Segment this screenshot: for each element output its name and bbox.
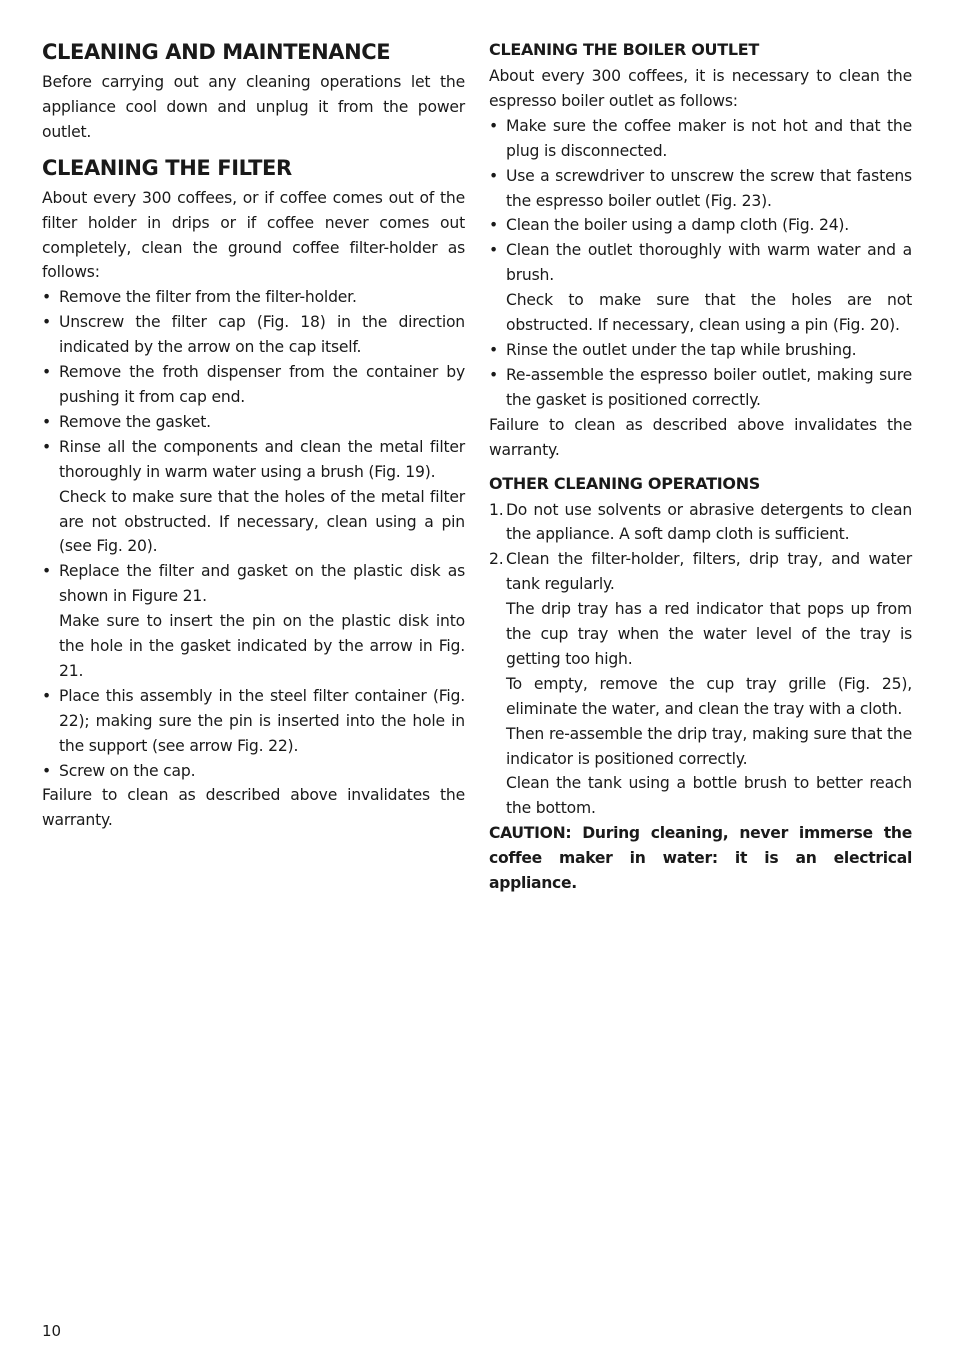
bullet-marker: •	[489, 365, 498, 384]
heading-cleaning-filter: CLEANING THE FILTER	[42, 155, 292, 180]
list-item: • Screw on the cap.	[42, 759, 465, 784]
bullet-marker: •	[42, 363, 51, 382]
bullet-marker: •	[42, 761, 51, 780]
list-item: • Remove the gasket.	[42, 410, 465, 435]
list-item-note: Make sure to insert the pin on the plastic disk into the hole in the gasket indicated by the arrow in Fig. 21.	[59, 612, 465, 680]
list-item: • Re-assemble the espresso boiler outlet, making sure the gasket is positioned correctly.	[489, 363, 912, 413]
list-item-note: Check to make sure that the holes of the metal filter are not obstructed. If necessary, clean using a pin (see Fig. 20).	[59, 487, 465, 556]
heading-cleaning-boiler-outlet: CLEANING THE BOILER OUTLET	[489, 40, 760, 59]
right-column	[489, 38, 912, 896]
bullet-marker: •	[489, 340, 498, 359]
bullet-marker: •	[42, 313, 51, 332]
list-item: 2. Clean the filter-holder, filters, drip tray, and water tank regularly.	[489, 547, 912, 597]
list-item: 1. Do not use solvents or abrasive detergents to clean the appliance. A soft damp cloth is sufficient.	[489, 498, 912, 548]
warranty-note: Failure to clean as described above invalidates the warranty.	[489, 415, 912, 459]
bullet-marker: •	[489, 116, 498, 135]
boiler-steps-list	[489, 114, 912, 413]
page-number: 10	[42, 1322, 62, 1340]
list-item: • Use a screwdriver to unscrew the screw that fastens the espresso boiler outlet (Fig. 23).	[489, 164, 912, 214]
number-marker: 1.	[489, 500, 504, 519]
boiler-intro-paragraph: About every 300 coffees, it is necessary to clean the espresso boiler outlet as follows:	[489, 67, 912, 110]
list-item: • Make sure the coffee maker is not hot and that the plug is disconnected.	[489, 114, 912, 164]
list-item: • Rinse the outlet under the tap while brushing.	[489, 338, 912, 363]
list-item: • Clean the boiler using a damp cloth (Fig. 24).	[489, 213, 912, 238]
list-item: • Remove the filter from the filter-holder.	[42, 285, 465, 310]
list-item: • Replace the filter and gasket on the plastic disk as shown in Figure 21.	[42, 559, 465, 609]
list-item: • Rinse all the components and clean the metal filter thoroughly in warm water using a brush (Fig. 19).	[42, 435, 465, 485]
bullet-marker: •	[42, 412, 51, 431]
list-item-note: Check to make sure that the holes are not obstructed. If necessary, clean using a pin (Fig. 20).	[506, 291, 912, 335]
warranty-note: Failure to clean as described above invalidates the warranty.	[42, 786, 465, 830]
bullet-marker: •	[42, 686, 51, 705]
bullet-marker: •	[489, 166, 498, 185]
list-item-note: The drip tray has a red indicator that pops up from the cup tray when the water level of the tray is getting too high.	[506, 600, 912, 668]
intro-paragraph: Before carrying out any cleaning operations let the appliance cool down and unplug it from the power outlet.	[42, 73, 465, 141]
bullet-marker: •	[42, 437, 51, 456]
list-item-note: Then re-assemble the drip tray, making sure that the indicator is positioned correctly.	[506, 724, 912, 768]
caution-note: CAUTION: During cleaning, never immerse the coffee maker in water: it is an electrical appliance.	[489, 824, 912, 893]
bullet-marker: •	[42, 562, 51, 581]
list-item-note: Clean the tank using a bottle brush to better reach the bottom.	[506, 774, 912, 818]
filter-steps-list	[42, 285, 465, 783]
list-item: • Unscrew the filter cap (Fig. 18) in the direction indicated by the arrow on the cap itself.	[42, 310, 465, 360]
list-item: • Remove the froth dispenser from the container by pushing it from cap end.	[42, 360, 465, 410]
filter-intro-paragraph: About every 300 coffees, or if coffee comes out of the filter holder in drips or if coffee never comes out completely, clean the ground coffee filter-holder as follows:	[42, 188, 465, 282]
list-item-note: To empty, remove the cup tray grille (Fig. 25), eliminate the water, and clean the tray with a cloth.	[506, 674, 912, 718]
bullet-marker: •	[42, 288, 51, 307]
number-marker: 2.	[489, 550, 504, 569]
heading-cleaning-maintenance: CLEANING AND MAINTENANCE	[42, 40, 391, 64]
list-item: • Place this assembly in the steel filter container (Fig. 22); making sure the pin is inserted into the hole in the support (see arrow Fig. 22).	[42, 684, 465, 759]
left-column	[42, 38, 465, 833]
bullet-marker: •	[489, 241, 498, 260]
list-item: • Clean the outlet thoroughly with warm water and a brush.	[489, 238, 912, 288]
other-operations-list	[489, 498, 912, 822]
bullet-marker: •	[489, 216, 498, 235]
heading-other-cleaning-operations: OTHER CLEANING OPERATIONS	[489, 473, 761, 493]
